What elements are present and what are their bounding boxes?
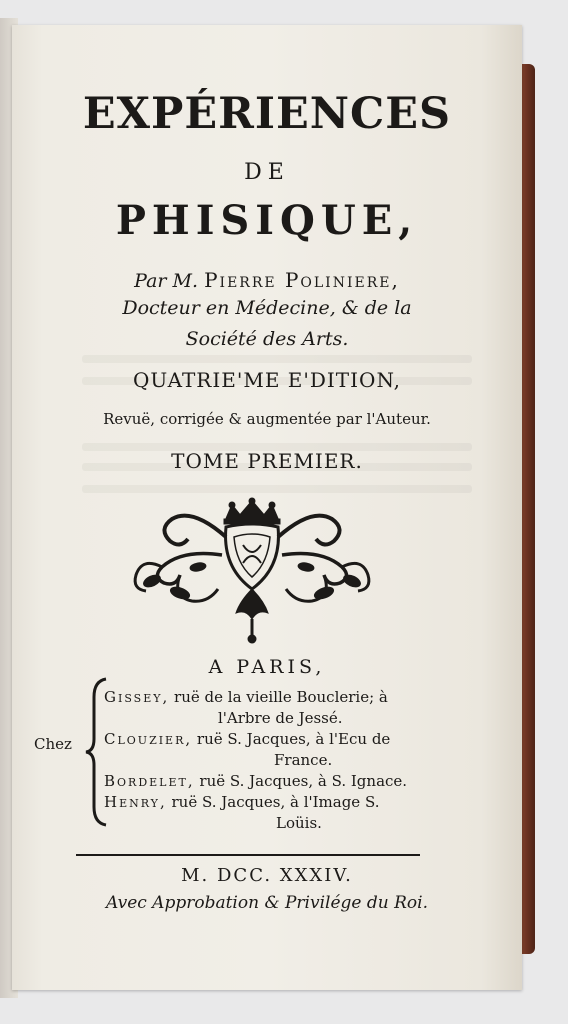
title-line-1: EXPÉRIENCES: [82, 89, 452, 139]
royal-crest-ornament-icon: [122, 497, 382, 647]
title-line-2: DE: [244, 160, 290, 185]
edition-statement: QUATRIE'ME E'DITION,: [132, 368, 402, 392]
revision-statement: Revuë, corrigée & augmentée par l'Auteur.: [103, 410, 431, 428]
author-credentials: Docteur en Médecine, & de la: [122, 297, 412, 319]
publisher-line-1: Gissey, ruë de la vieille Bouclerie; à: [104, 688, 388, 706]
publisher-line-3: Clouzier, ruë S. Jacques, à l'Ecu de: [104, 730, 391, 748]
publisher-line-7: Loüis.: [276, 814, 322, 832]
approbation-line: Avec Approbation & Privilége du Roi.: [106, 893, 428, 913]
author-name: Pierre Poliniere,: [204, 268, 400, 292]
title-line-3: PHISIQUE,: [115, 197, 419, 244]
publisher-line-2: l'Arbre de Jessé.: [218, 709, 343, 727]
author-prefix: Par M.: [134, 270, 199, 292]
title-page: [12, 25, 522, 990]
publisher-line-6: Henry, ruë S. Jacques, à l'Image S.: [104, 793, 380, 811]
imprint-city: A PARIS,: [208, 656, 326, 678]
publisher-line-4: France.: [274, 751, 333, 769]
publication-date: M. DCC. XXXIV.: [181, 865, 353, 886]
publisher-line-5: Bordelet, ruë S. Jacques, à S. Ignace.: [104, 772, 408, 790]
volume-label: TOME PREMIER.: [171, 449, 363, 473]
author-society: Société des Arts.: [185, 328, 349, 350]
chez-label: Chez: [34, 735, 72, 753]
horizontal-rule: [76, 854, 420, 856]
author-line: [12, 268, 522, 292]
